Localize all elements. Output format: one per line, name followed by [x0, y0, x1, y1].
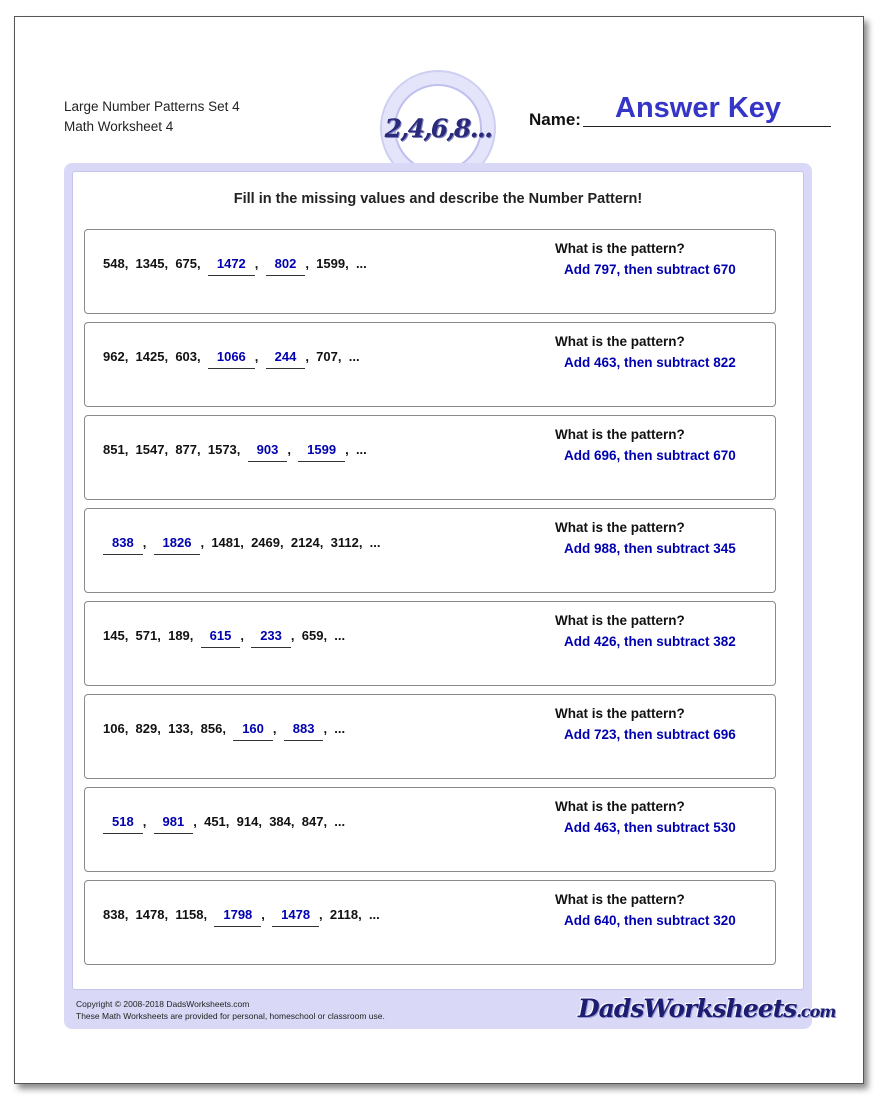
sequence-separator: ,: [287, 442, 299, 457]
sequence-term: 189: [168, 628, 190, 643]
sequence-separator: ,: [203, 907, 215, 922]
sequence-separator: ,: [193, 814, 205, 829]
problem-3: [84, 415, 776, 500]
sequence-term: 877: [175, 442, 198, 457]
sequence-term: 133: [168, 721, 190, 736]
answer-blank[interactable]: 615: [201, 625, 241, 648]
sequence-separator: ,: [164, 907, 176, 922]
number-sequence: [103, 624, 345, 648]
sequence-separator: ,: [323, 628, 335, 643]
pattern-question: What is the pattern?: [555, 799, 685, 814]
sequence-term: 1478: [135, 907, 165, 922]
dadsworksheets-logo[interactable]: [578, 994, 835, 1023]
number-sequence: [103, 810, 345, 834]
sequence-separator: ,: [157, 628, 169, 643]
sequence-separator: ,: [272, 721, 284, 736]
sequence-separator: ,: [124, 442, 136, 457]
answer-blank[interactable]: 838: [103, 532, 143, 555]
sequence-separator: ,: [323, 721, 335, 736]
sequence-separator: ,: [124, 349, 136, 364]
sequence-term: ...: [334, 814, 346, 829]
number-sequence: [103, 345, 360, 369]
sequence-separator: ,: [258, 814, 270, 829]
answer-blank[interactable]: 1472: [208, 253, 255, 276]
sequence-term: ...: [334, 721, 346, 736]
pattern-emblem-text: 2,4,6,8...: [384, 113, 492, 143]
pattern-question: What is the pattern?: [555, 241, 685, 256]
sequence-separator: ,: [280, 535, 291, 550]
pattern-question: What is the pattern?: [555, 334, 685, 349]
sequence-term: 1345: [135, 256, 165, 271]
problem-4: [84, 508, 776, 593]
sequence-term: 1425: [135, 349, 165, 364]
pattern-question: What is the pattern?: [555, 892, 685, 907]
pattern-answer: Add 640, then subtract 320: [564, 913, 736, 928]
sequence-separator: ,: [290, 628, 302, 643]
sequence-term: ...: [369, 535, 381, 550]
sequence-term: 384: [269, 814, 291, 829]
sequence-separator: ,: [197, 349, 208, 364]
sequence-separator: ,: [345, 256, 356, 271]
copyright-text: Copyright © 2008-2018 DadsWorksheets.com: [76, 999, 250, 1009]
sequence-term: ...: [355, 442, 367, 457]
logo-suffix: .com: [796, 1002, 836, 1021]
sequence-term: 1599: [316, 256, 346, 271]
sequence-term: 603: [175, 349, 198, 364]
sequence-term: 2124: [290, 535, 320, 550]
footer-copyright: [76, 998, 385, 1022]
answer-blank[interactable]: 903: [248, 439, 288, 462]
answer-blank[interactable]: 244: [266, 346, 306, 369]
number-sequence: [103, 252, 367, 276]
sequence-separator: ,: [124, 256, 136, 271]
sequence-separator: ,: [124, 628, 136, 643]
sequence-term: 548: [103, 256, 125, 271]
sequence-term: 3112: [330, 535, 359, 550]
usage-notice: These Math Worksheets are provided for personal, homeschool or classroom use.: [76, 1011, 385, 1021]
pattern-question: What is the pattern?: [555, 706, 685, 721]
sequence-separator: ,: [124, 721, 136, 736]
sequence-separator: ,: [319, 535, 331, 550]
pattern-question: What is the pattern?: [555, 520, 685, 535]
sequence-term: ...: [355, 256, 367, 271]
title-line-1: Large Number Patterns Set 4: [64, 99, 240, 114]
sequence-term: ...: [348, 349, 360, 364]
problem-1: [84, 229, 776, 314]
sequence-term: 659: [301, 628, 324, 643]
sequence-term: 2469: [251, 535, 280, 550]
sequence-separator: ,: [345, 442, 356, 457]
sequence-term: 1573: [207, 442, 237, 457]
sequence-term: 851: [103, 442, 125, 457]
name-label: Name:: [529, 110, 581, 129]
answer-blank[interactable]: 1826: [154, 532, 201, 555]
sequence-term: 829: [135, 721, 158, 736]
number-sequence: [103, 438, 367, 462]
sequence-separator: ,: [319, 907, 330, 922]
sequence-separator: ,: [197, 442, 208, 457]
pattern-answer: Add 426, then subtract 382: [564, 634, 736, 649]
number-sequence: [103, 531, 381, 555]
answer-blank[interactable]: 1478: [272, 904, 319, 927]
sequence-separator: ,: [164, 349, 176, 364]
sequence-term: 1158: [175, 907, 204, 922]
sequence-term: 106: [103, 721, 125, 736]
sequence-separator: ,: [254, 349, 266, 364]
sequence-term: ...: [334, 628, 346, 643]
sequence-separator: ,: [142, 814, 154, 829]
sequence-term: 145: [103, 628, 125, 643]
sequence-separator: ,: [337, 349, 349, 364]
answer-blank[interactable]: 1599: [298, 439, 345, 462]
sequence-term: 962: [103, 349, 125, 364]
sequence-separator: ,: [164, 442, 176, 457]
sequence-separator: ,: [157, 721, 169, 736]
problem-6: [84, 694, 776, 779]
sequence-separator: ,: [323, 814, 335, 829]
pattern-question: What is the pattern?: [555, 427, 685, 442]
sequence-term: 847: [301, 814, 324, 829]
sequence-term: 451: [204, 814, 226, 829]
sequence-separator: ,: [225, 814, 237, 829]
sequence-separator: ,: [124, 907, 136, 922]
answer-blank[interactable]: 802: [266, 253, 306, 276]
sequence-separator: ,: [236, 442, 248, 457]
title-line-2: Math Worksheet 4: [64, 119, 174, 134]
sequence-separator: ,: [358, 907, 369, 922]
sequence-separator: ,: [200, 535, 212, 550]
sequence-separator: ,: [290, 814, 302, 829]
number-sequence: [103, 903, 380, 927]
sequence-separator: ,: [164, 256, 176, 271]
sequence-term: 856: [200, 721, 223, 736]
pattern-question: What is the pattern?: [555, 613, 685, 628]
sequence-separator: ,: [142, 535, 154, 550]
worksheet-title: [64, 97, 240, 137]
sequence-term: 2118: [329, 907, 359, 922]
sequence-separator: ,: [240, 628, 252, 643]
answer-blank[interactable]: 233: [251, 625, 291, 648]
sequence-separator: ,: [254, 256, 266, 271]
problem-5: [84, 601, 776, 686]
pattern-answer: Add 797, then subtract 670: [564, 262, 736, 277]
number-sequence: [103, 717, 345, 741]
sequence-term: 571: [135, 628, 158, 643]
sequence-term: 1481: [211, 535, 241, 550]
pattern-answer: Add 463, then subtract 530: [564, 820, 736, 835]
answer-blank[interactable]: 518: [103, 811, 143, 834]
sequence-term: 675: [175, 256, 198, 271]
sequence-term: 707: [316, 349, 338, 364]
sequence-term: 914: [236, 814, 259, 829]
sequence-separator: ,: [189, 721, 201, 736]
sequence-separator: ,: [197, 256, 208, 271]
sequence-term: 1547: [135, 442, 165, 457]
sequence-separator: ,: [305, 256, 317, 271]
sequence-term: 838: [103, 907, 125, 922]
sequence-separator: ,: [240, 535, 252, 550]
answer-key-label: Answer Key: [615, 92, 782, 124]
name-field-line: [583, 126, 831, 127]
pattern-answer: Add 723, then subtract 696: [564, 727, 736, 742]
instructions: Fill in the missing values and describe the Number Pattern!: [233, 191, 643, 207]
sequence-separator: ,: [222, 721, 234, 736]
sequence-separator: ,: [358, 535, 370, 550]
logo-main: DadsWorksheets: [578, 994, 797, 1023]
sequence-separator: ,: [305, 349, 317, 364]
pattern-emblem-inner: [384, 84, 492, 172]
pattern-answer: Add 696, then subtract 670: [564, 448, 736, 463]
sequence-separator: ,: [189, 628, 201, 643]
pattern-answer: Add 988, then subtract 345: [564, 541, 736, 556]
answer-blank[interactable]: 1066: [208, 346, 255, 369]
answer-blank[interactable]: 1798: [214, 904, 261, 927]
problem-7: [84, 787, 776, 872]
pattern-answer: Add 463, then subtract 822: [564, 355, 736, 370]
answer-blank[interactable]: 981: [154, 811, 194, 834]
sequence-separator: ,: [261, 907, 273, 922]
answer-blank[interactable]: 160: [233, 718, 273, 741]
sequence-term: ...: [368, 907, 380, 922]
problem-2: [84, 322, 776, 407]
problem-8: [84, 880, 776, 965]
answer-blank[interactable]: 883: [284, 718, 324, 741]
